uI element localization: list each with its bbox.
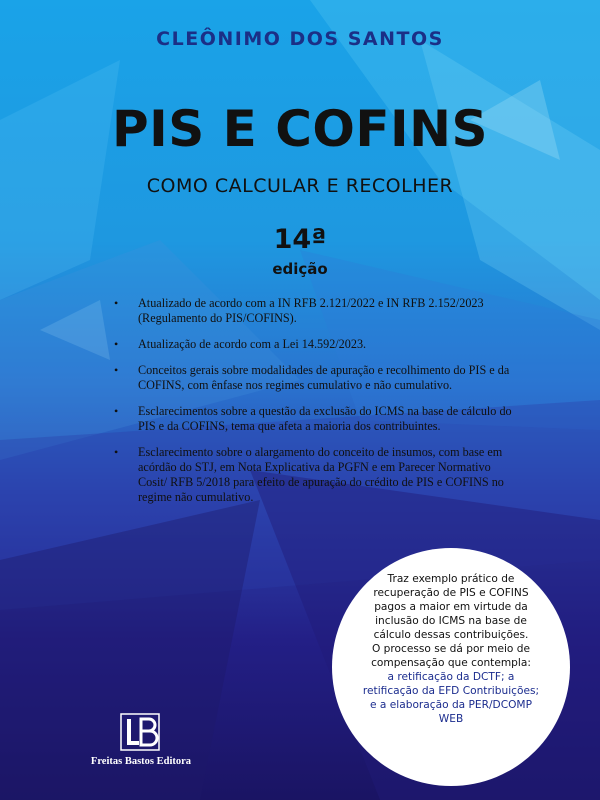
feature-item (114, 445, 522, 505)
bullet-glyph: • (114, 404, 119, 418)
feature-item (114, 296, 522, 326)
circle-line: O processo se dá por meio de (371, 643, 531, 655)
feature-list (114, 296, 522, 516)
edition-label: edição (272, 260, 328, 278)
publisher-name: Freitas Bastos Editora (90, 756, 192, 767)
circle-line: cálculo dessas contribuições. (373, 629, 529, 641)
feature-text: Atualização de acordo com a Lei 14.592/2023. (138, 337, 367, 351)
circle-line: e a elaboração da PER/DCOMP (370, 699, 532, 711)
feature-item (114, 404, 522, 434)
circle-line: recuperação de PIS e COFINS (373, 587, 529, 599)
bullet-glyph: • (114, 363, 119, 377)
feature-text: Esclarecimento sobre o alargamento do conceito de insumos, com base em acórdão do STJ, em Nota Explicativa da PGFN e em Parecer Normativo Cosit/ RFB 5/2018 para efeito de apuração do crédito de PIS e COFINS no regime não cumulativo. (138, 445, 504, 504)
feature-item (114, 363, 522, 393)
bullet-glyph: • (114, 337, 119, 351)
publisher-logo-icon (120, 713, 160, 751)
bullet-glyph: • (114, 296, 119, 310)
author-name: CLEÔNIMO DOS SANTOS (156, 28, 444, 50)
circle-line: inclusão do ICMS na base de (375, 615, 527, 627)
book-title: PIS E COFINS (111, 100, 489, 158)
circle-line: Traz exemplo prático de (387, 573, 515, 585)
feature-item (114, 337, 522, 352)
book-subtitle: COMO CALCULAR E RECOLHER (146, 175, 454, 197)
circle-line: WEB (438, 713, 464, 725)
circle-line: pagos a maior em virtude da (374, 601, 528, 613)
circle-line: compensação que contempla: (371, 657, 531, 669)
feature-text: Atualizado de acordo com a IN RFB 2.121/2022 e IN RFB 2.152/2023 (Regulamento do PIS/COFINS). (138, 296, 484, 325)
circle-line: a retificação da DCTF; a (387, 671, 515, 683)
bullet-glyph: • (114, 445, 119, 459)
feature-text: Esclarecimentos sobre a questão da exclusão do ICMS na base de cálculo do PIS e da COFINS, tema que afeta a maioria dos contribuintes. (138, 404, 512, 433)
feature-text: Conceitos gerais sobre modalidades de apuração e recolhimento do PIS e da COFINS, com ênfase nos regimes cumulativo e não cumulativo. (138, 363, 510, 392)
highlight-circle (332, 548, 570, 786)
edition-number: 14ª (273, 224, 327, 255)
circle-line: retificação da EFD Contribuições; (362, 685, 540, 697)
